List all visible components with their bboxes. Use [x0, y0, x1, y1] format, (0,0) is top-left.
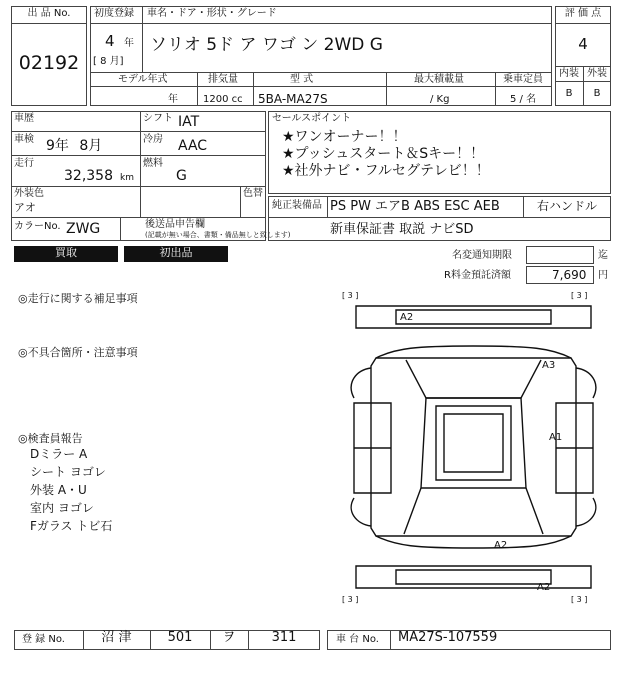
displacement-value: 1200 cc [203, 94, 243, 105]
sales-points-label: セールスポイント [272, 113, 352, 124]
lot-number: 02192 [18, 52, 80, 74]
exterior-color-label: 外装色 [14, 188, 44, 199]
recycle-value: 7,690 [552, 268, 587, 282]
type-label: 型 式 [290, 74, 314, 85]
inspector-item-3: 外装 A・U [30, 483, 87, 497]
inspector-label: ◎検査員報告 [18, 432, 83, 445]
inspection-value: 9年 8月 [46, 138, 103, 154]
mileage-value: 32,358 [64, 168, 113, 184]
score-value: 4 [578, 35, 588, 53]
interior-grade: B [565, 88, 573, 99]
recycle-unit: 円 [598, 270, 608, 281]
score-label: 評 価 点 [564, 8, 602, 19]
supplement-label: ◎走行に関する補足事項 [18, 292, 138, 305]
inspector-item-2: シート ヨゴレ [30, 465, 106, 479]
interior-label: 内装 [559, 68, 579, 79]
corner-bl: [ 3 ] [342, 595, 359, 604]
max-load-label: 最大積載量 [414, 74, 464, 85]
ac-value: AAC [178, 138, 208, 154]
first-reg-label: 初度登録 [94, 8, 134, 19]
after-report-label: 後送品申告欄 [145, 219, 205, 230]
deadline-value-box [526, 246, 594, 264]
car-name-label: 車名・ドア・形状・グレード [147, 8, 277, 19]
corner-br: [ 3 ] [571, 595, 588, 604]
history-label: 車歴 [14, 113, 34, 124]
ac-label: 冷房 [143, 134, 163, 145]
registration-class: 501 [167, 630, 193, 645]
damage-mark: A2 [494, 540, 508, 551]
inspector-item-5: Fガラス トビ石 [30, 519, 113, 533]
equipment-extras: 新車保証書 取説 ナビSD [330, 222, 474, 237]
exterior-color-value: アオ [14, 201, 36, 214]
chassis-label: 車 台 No. [336, 634, 379, 645]
max-load-value: / Kg [430, 94, 450, 105]
damage-mark: A1 [549, 432, 563, 443]
defects-label: ◎不具合箇所・注意事項 [18, 346, 138, 359]
inspector-item-1: Dミラー A [30, 447, 88, 461]
first-reg-year: 4 [105, 32, 115, 50]
color-no-label: カラーNo. [14, 221, 61, 232]
equipment-label: 純正装備品 [272, 200, 322, 211]
registration-area: 沼 津 [101, 630, 132, 645]
exterior-grade: B [593, 88, 601, 99]
shift-label: シフト [143, 113, 173, 124]
car-diagram-svg [336, 288, 611, 606]
sales-point-1: ★ワンオーナー！！ [282, 129, 407, 145]
car-name: ソリオ 5ド ア ワゴ ン 2WD G [150, 35, 383, 55]
registration-kana: ヲ [222, 630, 236, 645]
registration-label: 登 録 No. [22, 634, 65, 645]
color-change-label: 色替 [243, 188, 263, 199]
capacity-value: 5 / 名 [510, 94, 537, 105]
inspector-item-4: 室内 ヨゴレ [30, 501, 94, 515]
damage-mark: A2 [400, 312, 414, 323]
lot-label: 出 品 No. [27, 8, 71, 19]
mileage-unit: km [120, 173, 134, 183]
after-report-note: (記載が無い場合、書類・備品無しと致します) [145, 231, 291, 239]
corner-tr: [ 3 ] [571, 291, 588, 300]
shift-value: IAT [178, 114, 200, 130]
fuel-value: G [176, 168, 187, 184]
buy-button[interactable]: 買取 [14, 246, 118, 262]
color-no-value: ZWG [66, 221, 101, 237]
sales-point-3: ★社外ナビ・フルセグテレビ！！ [282, 163, 490, 179]
mileage-label: 走行 [14, 158, 34, 169]
damage-mark: A3 [542, 360, 556, 371]
equipment-items: PS PW エアB ABS ESC AEB [330, 199, 500, 214]
steering-value: 右ハンドル [537, 199, 598, 213]
registration-number: 311 [271, 630, 297, 645]
sales-point-2: ★プッシュスタート＆Sキー！！ [282, 146, 485, 162]
recycle-label: R料金預託済額 [444, 270, 511, 281]
first-listing-button[interactable]: 初出品 [124, 246, 228, 262]
displacement-label: 排気量 [208, 74, 238, 85]
car-diagram [336, 288, 611, 606]
inspection-label: 車検 [14, 134, 34, 145]
model-year-label: モデル年式 [118, 74, 168, 85]
chassis-value: MA27S-107559 [398, 630, 498, 645]
first-reg-month: [ 8 月] [93, 56, 124, 67]
fuel-label: 燃料 [143, 158, 163, 169]
car-info-box [90, 6, 552, 106]
model-year-unit: 年 [168, 94, 178, 105]
type-value: 5BA-MA27S [258, 92, 328, 106]
deadline-suffix: 迄 [598, 250, 608, 261]
corner-tl: [ 3 ] [342, 291, 359, 300]
damage-mark: A2 [537, 582, 551, 593]
capacity-label: 乗車定員 [503, 74, 543, 85]
year-unit: 年 [124, 38, 134, 49]
deadline-label: 名変通知期限 [452, 250, 512, 261]
exterior-label: 外装 [587, 68, 607, 79]
